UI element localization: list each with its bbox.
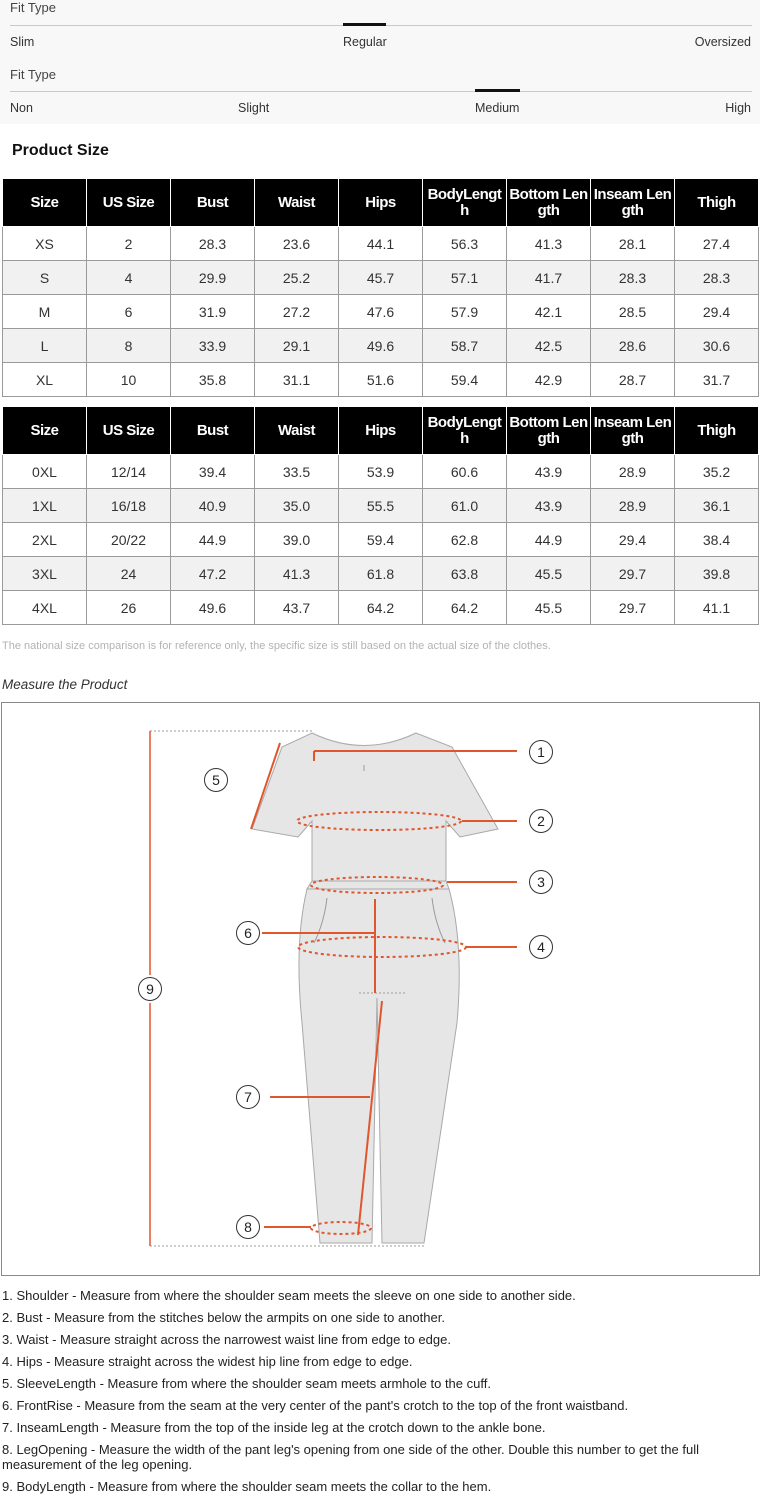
table-cell: 59.4	[339, 523, 423, 557]
table-cell: 64.2	[339, 591, 423, 625]
instruction-item: 7. InseamLength - Measure from the top of the inside leg at the crotch down to the ankle bone.	[2, 1420, 546, 1435]
table-cell: 39.0	[255, 523, 339, 557]
table-cell: 33.9	[171, 329, 255, 363]
col-header-waist: Waist	[255, 179, 339, 227]
table-cell: 29.7	[591, 557, 675, 591]
table-cell: 35.2	[675, 455, 759, 489]
svg-text:4: 4	[537, 939, 545, 955]
instruction-item: 5. SleeveLength - Measure from where the shoulder seam meets armhole to the cuff.	[2, 1376, 491, 1391]
table-cell: 60.6	[423, 455, 507, 489]
table-cell: 39.8	[675, 557, 759, 591]
size-note: The national size comparison is for reference only, the specific size is still based on the actual size of the clothes.	[2, 640, 551, 652]
col-header-us-size: US Size	[87, 407, 171, 455]
col-header-bottom-length: Bottom Length	[507, 407, 591, 455]
table-cell: 42.1	[507, 295, 591, 329]
instruction-item: 3. Waist - Measure straight across the narrowest waist line from edge to edge.	[2, 1332, 451, 1347]
col-header-thigh: Thigh	[675, 179, 759, 227]
table-cell: 36.1	[675, 489, 759, 523]
measurement-diagram	[1, 702, 760, 1276]
table-cell: 38.4	[675, 523, 759, 557]
col-header-hips: Hips	[339, 179, 423, 227]
table-cell: 28.3	[171, 227, 255, 261]
marker-2	[530, 810, 553, 833]
table-cell: 25.2	[255, 261, 339, 295]
table-cell: 45.7	[339, 261, 423, 295]
table-cell: 51.6	[339, 363, 423, 397]
table-row	[3, 363, 759, 397]
table-cell: 31.9	[171, 295, 255, 329]
table-cell: 28.5	[591, 295, 675, 329]
marker-5	[205, 769, 228, 792]
table-cell: 63.8	[423, 557, 507, 591]
marker-4	[530, 936, 553, 959]
table-cell: 41.1	[675, 591, 759, 625]
garment-waistband	[307, 881, 449, 889]
table-cell: 49.6	[171, 591, 255, 625]
table-row	[3, 523, 759, 557]
instruction-item: 2. Bust - Measure from the stitches below the armpits on one side to another.	[2, 1310, 445, 1325]
table-cell: 29.4	[675, 295, 759, 329]
table-cell: XL	[3, 363, 87, 397]
table-cell: 23.6	[255, 227, 339, 261]
table-cell: 57.9	[423, 295, 507, 329]
col-header-waist: Waist	[255, 407, 339, 455]
svg-text:9: 9	[146, 981, 154, 997]
table-cell: 29.4	[591, 523, 675, 557]
table-cell: 2XL	[3, 523, 87, 557]
instruction-item: 8. LegOpening - Measure the width of the pant leg's opening from one side of the other. Double this number to get the full measurement of the leg opening.	[2, 1442, 699, 1472]
table-cell: 49.6	[339, 329, 423, 363]
table-cell: 47.6	[339, 295, 423, 329]
size-table-2	[2, 406, 759, 625]
table-cell: 31.7	[675, 363, 759, 397]
table-cell: 59.4	[423, 363, 507, 397]
table-cell: 29.1	[255, 329, 339, 363]
col-header-inseam-length: Inseam Length	[591, 179, 675, 227]
table-cell: 4XL	[3, 591, 87, 625]
garment-pants	[299, 889, 459, 1243]
col-header-hips: Hips	[339, 407, 423, 455]
table-cell: 42.9	[507, 363, 591, 397]
svg-text:6: 6	[244, 925, 252, 941]
table-cell: 20/22	[87, 523, 171, 557]
table-row	[3, 591, 759, 625]
svg-text:1: 1	[537, 744, 545, 760]
table-cell: 6	[87, 295, 171, 329]
fit-option-slight: Slight	[238, 101, 270, 115]
table-cell: 10	[87, 363, 171, 397]
fit-type-title-1: Fit Type	[10, 0, 57, 15]
table-cell: 30.6	[675, 329, 759, 363]
col-header-bust: Bust	[171, 179, 255, 227]
table-row	[3, 455, 759, 489]
table-cell: 56.3	[423, 227, 507, 261]
table-row	[3, 557, 759, 591]
fit-type-title-2: Fit Type	[10, 67, 57, 82]
fit-scale-line-2	[10, 91, 752, 92]
fit-type-panel	[0, 0, 760, 124]
marker-7	[237, 1086, 260, 1109]
table-cell: 45.5	[507, 557, 591, 591]
svg-text:3: 3	[537, 874, 545, 890]
size-table-1	[2, 178, 759, 397]
table-cell: 43.9	[507, 455, 591, 489]
table-cell: 2	[87, 227, 171, 261]
col-header-thigh: Thigh	[675, 407, 759, 455]
table-cell: 41.3	[507, 227, 591, 261]
col-header-bottom-length: Bottom Length	[507, 179, 591, 227]
table-cell: 0XL	[3, 455, 87, 489]
table-cell: 1XL	[3, 489, 87, 523]
table-cell: 28.6	[591, 329, 675, 363]
table-cell: 55.5	[339, 489, 423, 523]
table-cell: 44.9	[507, 523, 591, 557]
jumpsuit-illustration	[2, 703, 759, 1275]
table-cell: 28.3	[591, 261, 675, 295]
marker-9	[139, 978, 162, 1001]
table-cell: 35.0	[255, 489, 339, 523]
table-row	[3, 329, 759, 363]
col-header-body-length: BodyLength	[423, 179, 507, 227]
table-cell: 27.2	[255, 295, 339, 329]
table-cell: 57.1	[423, 261, 507, 295]
table-cell: S	[3, 261, 87, 295]
col-header-size: Size	[3, 407, 87, 455]
instruction-item: 9. BodyLength - Measure from where the shoulder seam meets the collar to the hem.	[2, 1479, 492, 1494]
table-cell: XS	[3, 227, 87, 261]
table-row	[3, 489, 759, 523]
table-cell: 16/18	[87, 489, 171, 523]
col-header-size: Size	[3, 179, 87, 227]
table-cell: 27.4	[675, 227, 759, 261]
table-cell: 29.9	[171, 261, 255, 295]
instruction-item: 6. FrontRise - Measure from the seam at the very center of the pant's crotch to the top of the front waistband.	[2, 1398, 629, 1413]
col-header-body-length: BodyLength	[423, 407, 507, 455]
fit-option-oversized: Oversized	[694, 35, 751, 49]
table-cell: 39.4	[171, 455, 255, 489]
table-cell: 47.2	[171, 557, 255, 591]
instruction-item: 1. Shoulder - Measure from where the shoulder seam meets the sleeve on one side to another side.	[2, 1288, 576, 1303]
table-row	[3, 227, 759, 261]
table-cell: 62.8	[423, 523, 507, 557]
table-cell: 31.1	[255, 363, 339, 397]
table-cell: 26	[87, 591, 171, 625]
table-row	[3, 261, 759, 295]
table-header-row	[3, 407, 759, 455]
table-cell: 35.8	[171, 363, 255, 397]
svg-text:2: 2	[537, 813, 545, 829]
table-cell: 41.7	[507, 261, 591, 295]
table-cell: 44.1	[339, 227, 423, 261]
table-cell: 61.0	[423, 489, 507, 523]
table-cell: 8	[87, 329, 171, 363]
table-cell: 45.5	[507, 591, 591, 625]
table-cell: 28.1	[591, 227, 675, 261]
fit-option-slim: Slim	[10, 35, 35, 49]
marker-8	[237, 1216, 260, 1239]
table-cell: 4	[87, 261, 171, 295]
table-cell: 61.8	[339, 557, 423, 591]
svg-text:5: 5	[212, 772, 220, 788]
svg-text:8: 8	[244, 1219, 252, 1235]
fit-option-high: High	[725, 101, 751, 115]
instruction-item: 4. Hips - Measure straight across the widest hip line from edge to edge.	[2, 1354, 413, 1369]
table-cell: 33.5	[255, 455, 339, 489]
fit-option-non: Non	[10, 101, 33, 115]
table-cell: 58.7	[423, 329, 507, 363]
table-cell: 41.3	[255, 557, 339, 591]
table-cell: 53.9	[339, 455, 423, 489]
table-cell: 43.7	[255, 591, 339, 625]
fit-option-medium: Medium	[475, 101, 520, 115]
table-cell: 28.9	[591, 489, 675, 523]
col-header-inseam-length: Inseam Length	[591, 407, 675, 455]
marker-1	[530, 741, 553, 764]
measurement-instructions	[2, 1288, 760, 1501]
table-cell: 28.3	[675, 261, 759, 295]
table-cell: 12/14	[87, 455, 171, 489]
table-cell: 40.9	[171, 489, 255, 523]
col-header-us-size: US Size	[87, 179, 171, 227]
garment-top	[252, 733, 498, 881]
table-cell: L	[3, 329, 87, 363]
table-cell: 64.2	[423, 591, 507, 625]
product-size-title: Product Size	[12, 142, 109, 159]
table-header-row	[3, 179, 759, 227]
svg-text:7: 7	[244, 1089, 252, 1105]
table-row	[3, 295, 759, 329]
table-cell: 43.9	[507, 489, 591, 523]
table-cell: 44.9	[171, 523, 255, 557]
table-cell: 24	[87, 557, 171, 591]
marker-6	[237, 922, 260, 945]
table-cell: M	[3, 295, 87, 329]
table-cell: 29.7	[591, 591, 675, 625]
table-cell: 3XL	[3, 557, 87, 591]
fit-selected-marker-1	[343, 23, 386, 26]
fit-option-regular: Regular	[343, 35, 387, 49]
marker-3	[530, 871, 553, 894]
table-cell: 42.5	[507, 329, 591, 363]
table-cell: 28.9	[591, 455, 675, 489]
col-header-bust: Bust	[171, 407, 255, 455]
table-cell: 28.7	[591, 363, 675, 397]
measure-title: Measure the Product	[2, 677, 128, 692]
fit-selected-marker-2	[475, 89, 520, 92]
